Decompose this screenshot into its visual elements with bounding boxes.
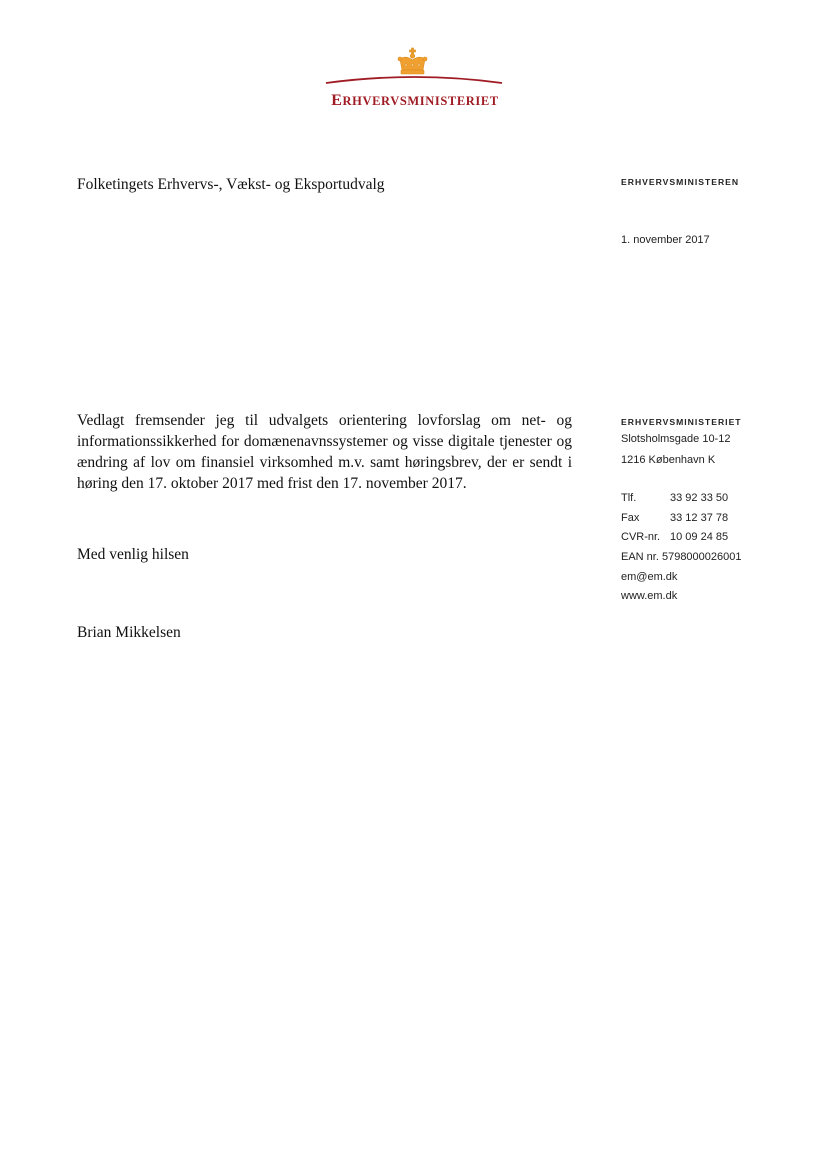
fax-value: 33 12 37 78 [670, 512, 729, 524]
body-paragraph: Vedlagt fremsender jeg til udvalgets orientering lovforslag om net- og informationssikkerhed for domænenavnssystemer og visse digitale tjenester og ændring af lov om finansiel virksomhed m.v. samt høringsbrev, der er sendt i høring den 17. oktober 2017 med frist den 17. november 2017. [77, 412, 572, 492]
recipient: Folketingets Erhvervs-, Vækst- og Eksportudvalg [77, 176, 385, 193]
logo-wordmark [320, 92, 510, 110]
crown-icon [320, 45, 510, 95]
contact-fax [621, 512, 728, 524]
logo-first-letter: E [331, 92, 343, 109]
address-street: Slotsholmsgade 10-12 [621, 433, 731, 445]
address-city: 1216 København K [621, 454, 716, 466]
letter-date: 1. november 2017 [621, 234, 710, 246]
ministry-logo [320, 45, 510, 115]
phone-value: 33 92 33 50 [670, 492, 729, 504]
cvr-value: 10 09 24 85 [670, 531, 729, 543]
contact-cvr [621, 531, 728, 543]
contact-web: www.em.dk [621, 590, 678, 602]
contact-phone [621, 492, 728, 504]
logo-rest: RHVERVSMINISTERIET [342, 94, 499, 108]
contact-email: em@em.dk [621, 571, 678, 583]
fax-label: Fax [621, 512, 640, 524]
phone-label: Tlf. [621, 492, 637, 504]
sender-title: ERHVERVSMINISTEREN [621, 177, 740, 187]
closing: Med venlig hilsen [77, 546, 189, 563]
contact-ean: EAN nr. 5798000026001 [621, 551, 742, 563]
address-org: ERHVERVSMINISTERIET [621, 417, 742, 427]
cvr-label: CVR-nr. [621, 531, 661, 543]
signature-name: Brian Mikkelsen [77, 624, 181, 641]
